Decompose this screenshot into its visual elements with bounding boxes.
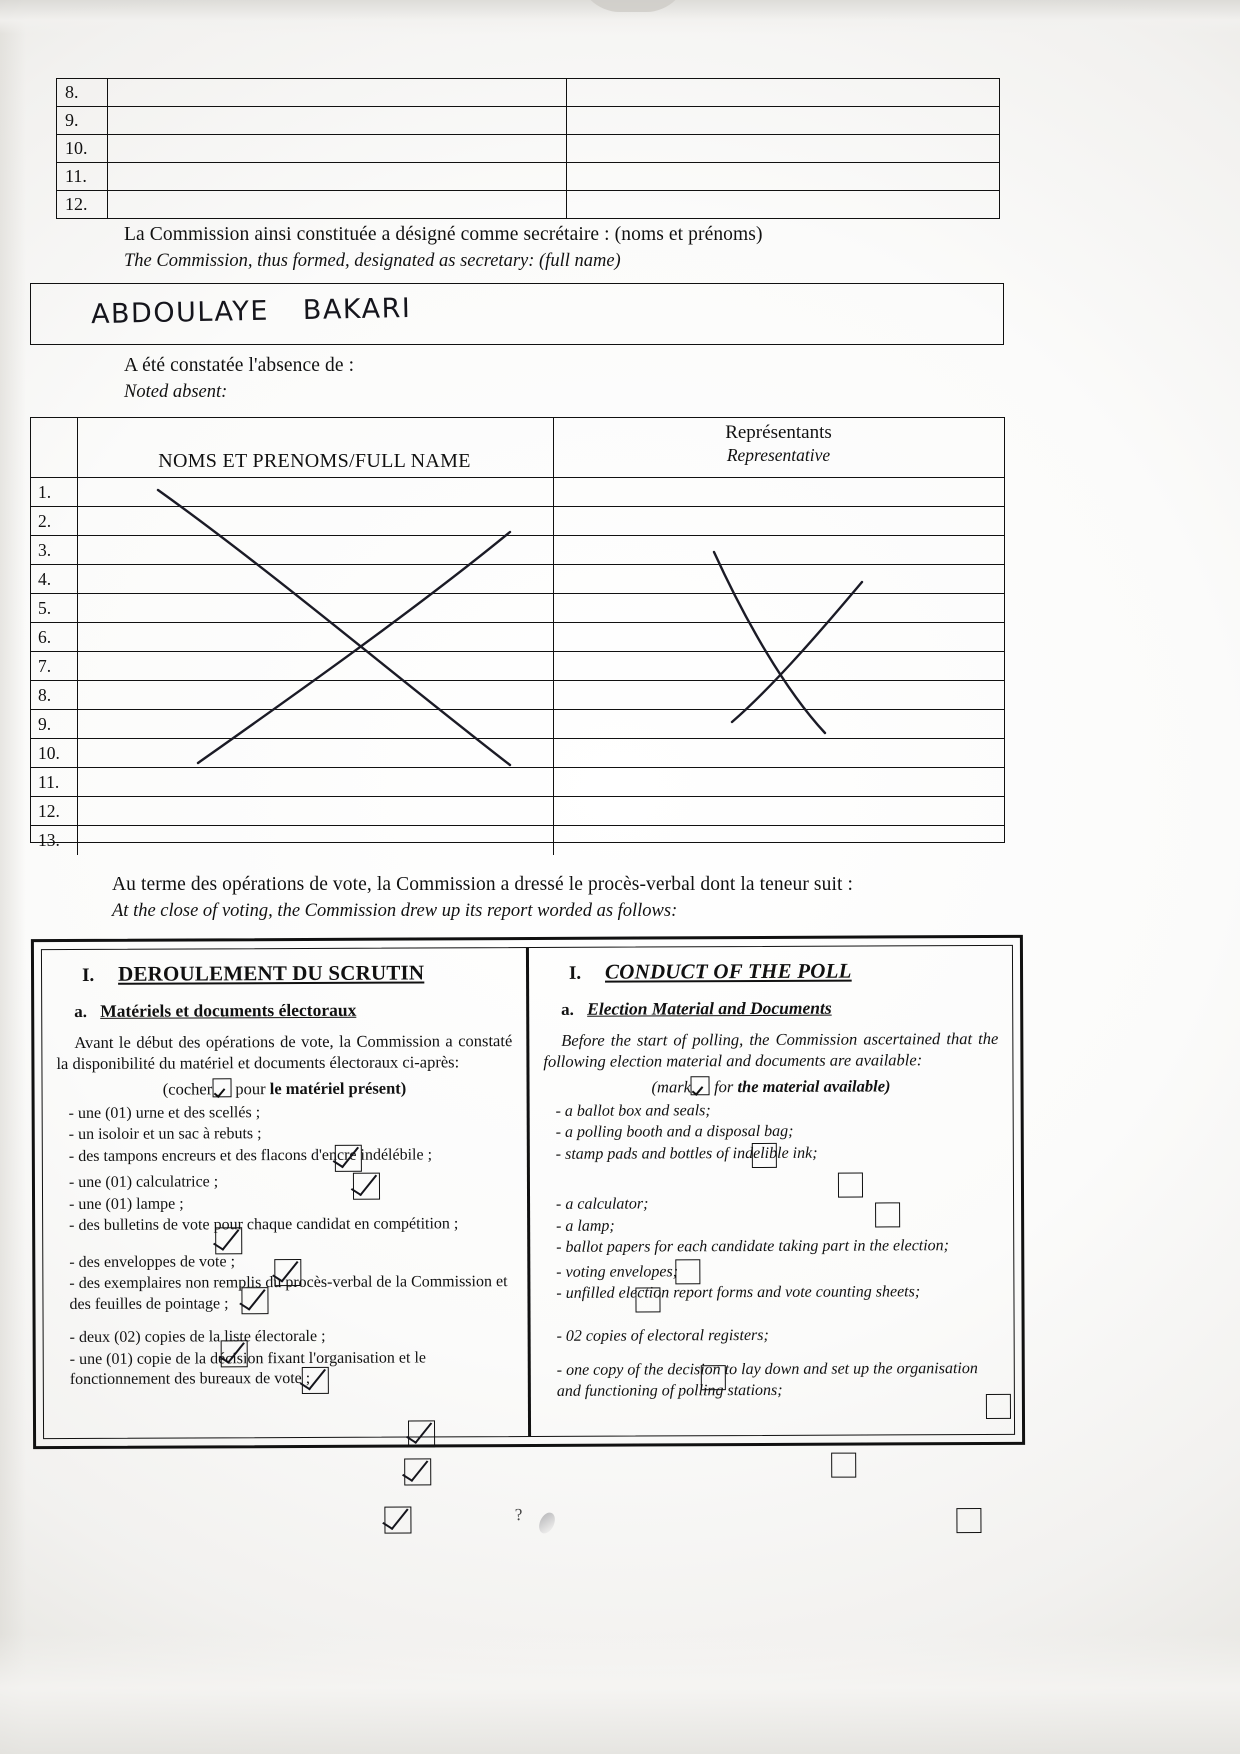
table-row[interactable] — [31, 826, 1004, 855]
section-title-en — [543, 958, 998, 985]
column-divider — [553, 565, 554, 593]
lead-paragraph-en: Before the start of polling, the Commission ascertained that the following election material and documents are available: — [543, 1028, 999, 1072]
table-row[interactable] — [31, 478, 1004, 507]
secretary-name-handwriting — [91, 293, 412, 330]
column-divider — [553, 594, 554, 622]
english-column — [529, 946, 1014, 1436]
row-number: 9. — [31, 710, 78, 738]
lead-paragraph-fr: Avant le début des opérations de vote, la Commission a constaté la disponibilité du matériel et documents électoraux ci-après: — [56, 1031, 513, 1074]
checkbox-example-icon — [691, 1076, 710, 1095]
column-divider — [553, 797, 554, 825]
table-right-border — [999, 107, 1000, 134]
section-number-en: I. — [568, 962, 582, 984]
row-number: 1. — [31, 478, 78, 506]
checklist-item — [57, 1102, 513, 1124]
section-heading-en: CONDUCT OF THE POLL — [604, 958, 852, 984]
checklist-item-label: - deux (02) copies de la liste électorale ; — [69, 1327, 326, 1347]
page-mark: ? — [514, 1504, 524, 1525]
subsection-heading-fr: Matériels et documents électoraux — [100, 999, 357, 1021]
mark-instruction-suffix-en: the material available) — [737, 1076, 891, 1096]
checkbox-ballot-box-seals-en[interactable] — [752, 1143, 777, 1168]
checkbox-electoral-register[interactable] — [404, 1458, 431, 1485]
checklist-item-label: - une (01) lampe ; — [69, 1195, 184, 1213]
checklist-item-label: - une (01) urne et des scellés ; — [68, 1104, 261, 1122]
row-number: 6. — [31, 623, 78, 651]
checkbox-lamp-en[interactable] — [635, 1287, 660, 1312]
column-header-representative — [553, 422, 1004, 477]
checkbox-ballot-papers[interactable] — [221, 1340, 248, 1367]
checkbox-ballot-box-seals[interactable] — [335, 1145, 362, 1172]
column-divider — [566, 135, 567, 162]
mark-instruction-en — [543, 1075, 998, 1098]
checklist-item-label: - a calculator; — [555, 1195, 649, 1214]
secretary-instruction — [124, 224, 763, 272]
checkbox-decision-copy[interactable] — [384, 1507, 411, 1534]
scan-bottom-shadow — [0, 1634, 1240, 1754]
secretary-last-name: BAKARI — [302, 292, 412, 327]
french-column — [42, 948, 531, 1438]
checklist-item — [58, 1348, 514, 1391]
secretary-first-name: ABDOULAYE — [90, 295, 270, 331]
column-divider — [566, 163, 567, 190]
checklist-item — [57, 1193, 513, 1215]
table-header-row — [31, 418, 1004, 478]
secretary-instruction-fr: La Commission ainsi constituée a désigné comme secrétaire : (noms et prénoms) — [124, 224, 763, 245]
row-number: 2. — [31, 507, 78, 535]
row-number: 8. — [56, 79, 108, 106]
header-number-cell — [31, 418, 78, 477]
checklist-item-label: - 02 copies of electoral registers; — [556, 1326, 769, 1345]
subsection-title-en — [543, 997, 998, 1020]
checklist-item — [57, 1145, 513, 1167]
checklist-item-label: - des enveloppes de vote ; — [69, 1252, 236, 1271]
column-header-full-name: NOMS ET PRENOMS/FULL NAME — [158, 450, 471, 472]
table-right-border — [999, 191, 1000, 218]
column-divider — [553, 768, 554, 796]
column-divider — [553, 826, 554, 855]
row-number: 11. — [56, 163, 108, 190]
checklist-item — [57, 1123, 513, 1145]
table-right-border — [999, 163, 1000, 190]
checkbox-unfilled-forms[interactable] — [408, 1420, 435, 1447]
section-number-fr: I. — [82, 964, 95, 986]
column-divider — [566, 191, 567, 218]
subsection-heading-en: Election Material and Documents — [587, 997, 832, 1019]
checklist-item-label: - des exemplaires non remplis du procès-verbal de la Commission et des feuilles de pointage ; — [69, 1273, 508, 1313]
column-divider — [553, 710, 554, 738]
table-right-border — [999, 79, 1000, 106]
checklist-item-label: - des bulletins de vote pour chaque candidat en compétition ; — [69, 1215, 459, 1235]
table-right-border — [999, 135, 1000, 162]
mark-instruction-middle-fr: pour — [231, 1079, 270, 1099]
checklist-item — [57, 1214, 513, 1236]
secretary-name-field[interactable] — [30, 283, 1004, 345]
checklist-item-label: - a lamp; — [556, 1217, 615, 1235]
checkbox-voting-envelopes[interactable] — [302, 1367, 329, 1394]
column-divider — [553, 478, 554, 506]
checklist-item-label: - one copy of the decision to lay down and set up the organisation and functioning of polling stations; — [556, 1360, 978, 1400]
scan-left-edge-shadow — [0, 0, 26, 1754]
column-divider — [566, 107, 567, 134]
row-number: 11. — [31, 768, 78, 796]
checklist-item — [544, 1282, 999, 1304]
mark-instruction-middle-en: for — [709, 1076, 738, 1097]
checklist-item — [545, 1359, 1000, 1402]
conduct-of-poll-box — [31, 935, 1025, 1449]
checklist-item-label: - un isoloir et un sac à rebuts ; — [68, 1125, 262, 1144]
table-row[interactable] — [31, 681, 1004, 710]
closing-paragraph-en: At the close of voting, the Commission drew up its report worded as follows: — [112, 901, 678, 921]
row-number: 12. — [31, 797, 78, 825]
checklist-item — [544, 1193, 999, 1215]
checklist-item-label: - unfilled election report forms and vote counting sheets; — [556, 1283, 921, 1303]
table-row[interactable] — [31, 797, 1004, 826]
closing-paragraph — [112, 874, 853, 922]
section-heading-fr: DEROULEMENT DU SCRUTIN — [117, 960, 425, 986]
checkbox-stamp-pads-ink-en[interactable] — [875, 1202, 900, 1227]
checklist-item-label: - stamp pads and bottles of indelible ink; — [555, 1144, 818, 1163]
checklist-item — [57, 1171, 513, 1193]
mark-instruction-suffix-fr: le matériel présent) — [269, 1078, 407, 1099]
column-divider — [553, 652, 554, 680]
checkbox-voting-envelopes-en[interactable] — [701, 1365, 726, 1390]
checkbox-example-icon — [212, 1078, 231, 1097]
row-number: 4. — [31, 565, 78, 593]
checklist-item-label: - a ballot box and seals; — [555, 1102, 711, 1120]
checklist-item — [544, 1236, 999, 1258]
checkbox-calculator-en[interactable] — [675, 1259, 700, 1284]
checkbox-stamp-pads-ink[interactable] — [215, 1227, 242, 1254]
mark-instruction-prefix-en: (mark — [651, 1077, 691, 1097]
subsection-title-fr — [56, 999, 512, 1022]
checklist-item-label: - ballot papers for each candidate taking part in the election; — [556, 1237, 950, 1257]
checklist-item — [544, 1100, 999, 1122]
checkbox-electoral-register-en[interactable] — [831, 1453, 856, 1478]
closing-paragraph-fr: Au terme des opérations de vote, la Commission a dressé le procès-verbal dont la teneur suit : — [112, 874, 853, 895]
checkbox-polling-booth-bag-en[interactable] — [838, 1173, 863, 1198]
row-number: 13. — [31, 826, 78, 855]
checkbox-calculator[interactable] — [274, 1259, 301, 1286]
table-row[interactable] — [31, 739, 1004, 768]
checklist-item — [58, 1326, 514, 1348]
table-row[interactable] — [31, 536, 1004, 565]
table-row[interactable] — [31, 594, 1004, 623]
section-title-fr — [56, 960, 512, 987]
row-number: 10. — [56, 135, 108, 162]
checkbox-decision-copy-en[interactable] — [956, 1508, 981, 1533]
row-number: 7. — [31, 652, 78, 680]
absence-instruction-fr: A été constatée l'absence de : — [124, 355, 355, 376]
table-row — [56, 107, 1000, 135]
row-number: 10. — [31, 739, 78, 767]
absence-instruction-en: Noted absent: — [124, 382, 228, 402]
column-divider — [553, 536, 554, 564]
table-row[interactable] — [31, 507, 1004, 536]
checklist-item — [544, 1215, 999, 1237]
table-row[interactable] — [31, 710, 1004, 739]
checklist-item-label: - voting envelopes; — [556, 1263, 679, 1281]
checklist-item-label: - une (01) calculatrice ; — [68, 1173, 219, 1192]
checklist-item-label: - une (01) copie de la décision fixant l'organisation et le fonctionnement des bureaux de vote ; — [69, 1349, 427, 1389]
checklist-item — [544, 1261, 999, 1283]
column-divider — [553, 681, 554, 709]
mark-instruction-fr — [57, 1077, 513, 1100]
table-row — [56, 191, 1000, 219]
checklist-item-label: - des tampons encreurs et des flacons d'encre indélébile ; — [68, 1146, 433, 1165]
checkbox-unfilled-forms-en[interactable] — [986, 1394, 1011, 1419]
subsection-letter-en: a. — [561, 999, 574, 1019]
subsection-letter-fr: a. — [74, 1001, 87, 1021]
column-header-representative-fr: Représentants — [725, 422, 832, 443]
mark-instruction-prefix-fr: (cocher — [162, 1079, 213, 1099]
table-row[interactable] — [31, 565, 1004, 594]
table-row — [56, 78, 1000, 107]
checkbox-lamp[interactable] — [241, 1287, 268, 1314]
noted-absent-table — [30, 417, 1005, 850]
column-divider — [566, 79, 567, 106]
column-divider — [553, 507, 554, 535]
row-number: 12. — [56, 191, 108, 218]
row-number: 9. — [56, 107, 108, 134]
column-header-representative-en: Representative — [726, 445, 831, 465]
column-divider — [553, 739, 554, 767]
secretary-instruction-en: The Commission, thus formed, designated as secretary: (full name) — [124, 251, 621, 271]
row-number: 8. — [31, 681, 78, 709]
checklist-item — [544, 1121, 999, 1143]
checkbox-polling-booth-bag[interactable] — [353, 1173, 380, 1200]
checklist-item-label: - a polling booth and a disposal bag; — [555, 1123, 794, 1142]
table-row[interactable] — [31, 623, 1004, 652]
commission-members-table-continued — [56, 78, 1000, 214]
checklist-item — [545, 1325, 1000, 1347]
table-row — [56, 163, 1000, 191]
table-row[interactable] — [31, 652, 1004, 681]
absence-instruction — [124, 355, 354, 403]
table-row[interactable] — [31, 768, 1004, 797]
row-number: 3. — [31, 536, 78, 564]
row-number: 5. — [31, 594, 78, 622]
column-divider — [553, 623, 554, 651]
table-row — [56, 135, 1000, 163]
